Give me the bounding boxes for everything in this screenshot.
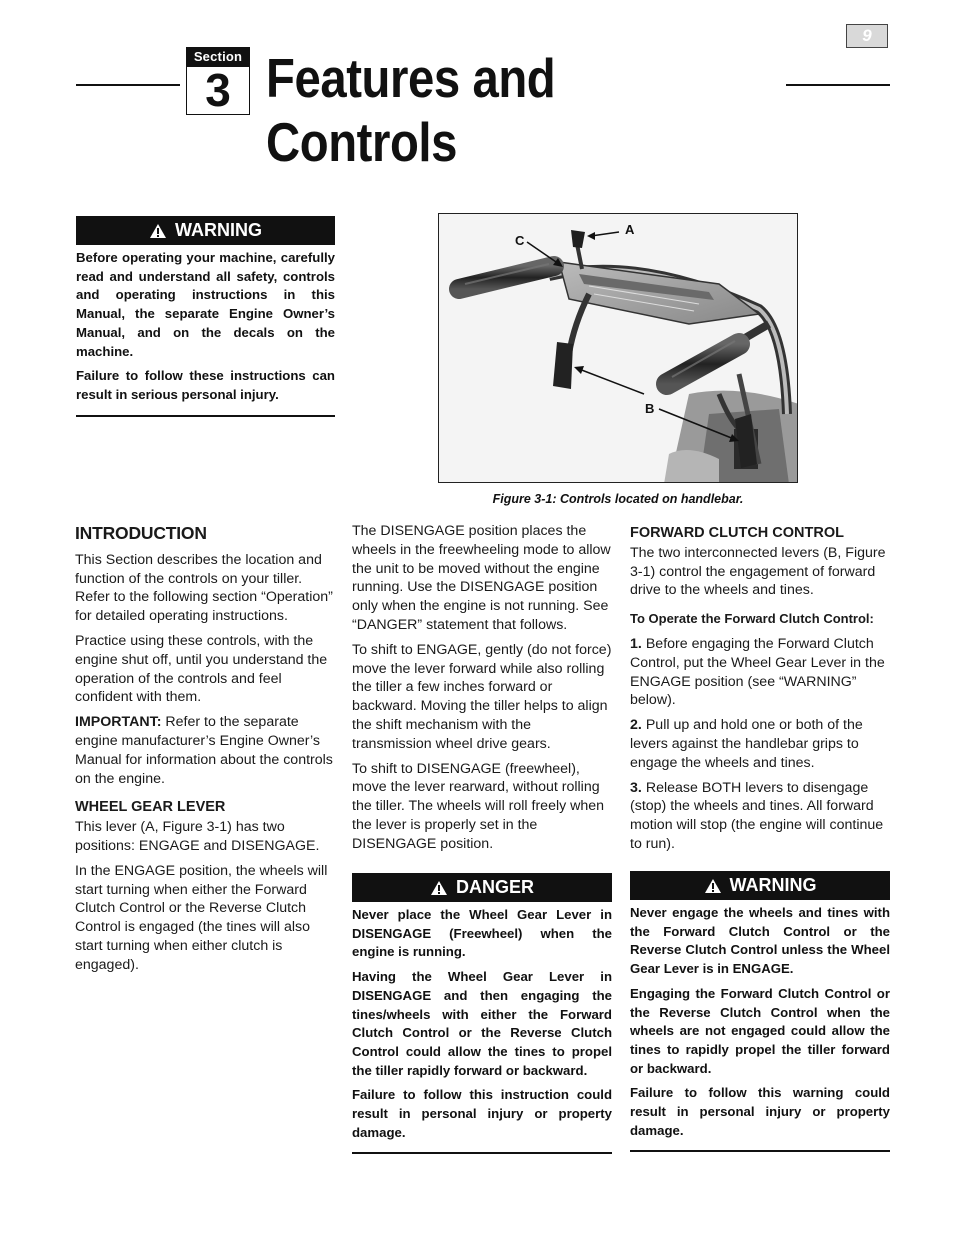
danger-bottom-rule (352, 1152, 612, 1154)
warning-bottom-rule (76, 415, 335, 417)
warning-triangle-icon (704, 878, 722, 894)
column-middle (352, 522, 612, 860)
intro-paragraph: This Section describes the location and function of the controls on your tiller. Refer to the following section “Operation” for detailed operating instructions. (75, 551, 333, 625)
important-text: Refer to the separate engine manufacturer’s Engine Owner’s Manual for information about the controls on the engine. (75, 714, 333, 787)
danger-paragraph: Never place the Wheel Gear Lever in DISENGAGE (Freewheel) when the engine is running. (352, 907, 612, 960)
step-text: Pull up and hold one or both of the levers against the handlebar grips to engage the wheels and tines. (630, 717, 863, 771)
figure-controls-handlebar (438, 213, 798, 483)
warning-callout-bottom (630, 871, 890, 1152)
warning-heading: WARNING (175, 220, 262, 240)
wheel-gear-paragraph: To shift to DISENGAGE (freewheel), move the lever rearward, without rolling the tiller. The wheels will roll freely when the lever is properly set in the DISENGAGE position. (352, 760, 605, 852)
danger-callout (352, 873, 612, 1154)
figure-label-b: B (645, 401, 655, 416)
introduction-heading: INTRODUCTION (75, 523, 207, 543)
important-label: IMPORTANT: (75, 714, 162, 731)
page-number: 9 (846, 24, 888, 48)
wheel-gear-paragraph: In the ENGAGE position, the wheels will start turning when either the Forward Clutch Control or the Reverse Clutch Control is engaged (the tines will also start turning when either clutch is engaged). (75, 862, 328, 973)
column-left (75, 524, 337, 981)
step-number: 3. (630, 779, 642, 796)
intro-paragraph: Practice using these controls, with the engine shut off, until you understand the operation of the controls and feel confident with them. (75, 632, 328, 706)
forward-clutch-subheading: To Operate the Forward Clutch Control: (630, 611, 874, 627)
section-number: 3 (205, 64, 231, 116)
warning-callout-top (76, 216, 335, 417)
warning-header (76, 216, 335, 245)
forward-clutch-heading: FORWARD CLUTCH CONTROL (630, 525, 844, 541)
header-rule-right (786, 84, 890, 86)
wheel-gear-heading: WHEEL GEAR LEVER (75, 799, 226, 816)
warning-paragraph: Engaging the Forward Clutch Control or the Reverse Clutch Control when the wheels are not engaged could allow the tines to rapidly propel the tiller forward or backward. (630, 985, 890, 1076)
danger-header (352, 873, 612, 902)
warning-triangle-icon (430, 880, 448, 896)
danger-paragraph: Failure to follow this instruction could result in personal injury or property damage. (352, 1087, 612, 1140)
important-note (75, 713, 337, 788)
warning-heading: WARNING (729, 875, 817, 895)
page-title: Features and Controls (266, 47, 556, 173)
forward-clutch-step (630, 716, 890, 772)
step-number: 1. (630, 635, 642, 652)
warning-paragraph: Never engage the wheels and tines with the Forward Clutch Control or the Reverse Clutch Control unless the Wheel Gear Lever is in ENGAGE. (630, 905, 890, 977)
forward-clutch-step (630, 779, 890, 854)
wheel-gear-paragraph: To shift to ENGAGE, gently (do not force) move the lever forward while also rolling the tiller a few inches forward or backward. Moving the tiller helps to align the shift mechanism with the transmission wheel drive gears. (352, 641, 612, 752)
danger-heading: DANGER (455, 877, 534, 897)
warning-header (630, 871, 890, 900)
warning-triangle-icon (149, 223, 167, 239)
wheel-gear-paragraph: The DISENGAGE position places the wheels in the freewheeling mode to allow the unit to be moved without the engine running. Use the DISENGAGE position only when the engine is not running. See “DANGER” statement that follows. (352, 523, 611, 633)
step-text: Before engaging the Forward Clutch Control, put the Wheel Gear Lever in the ENGAGE position (see “WARNING” below). (630, 635, 885, 709)
figure-label-a: A (625, 222, 635, 237)
header-rule-left (76, 84, 180, 86)
step-number: 2. (630, 717, 642, 734)
danger-paragraph: Having the Wheel Gear Lever in DISENGAGE and then engaging the tines/wheels with either the Forward Clutch Control or the Reverse Clutch Control could allow the tines to propel the tiller rapidly forward or backward. (352, 969, 612, 1078)
figure-label-c: C (515, 233, 525, 248)
forward-clutch-intro: The two interconnected levers (B, Figure 3-1) control the engagement of forward drive to the wheels and tines. (630, 544, 886, 599)
column-right (630, 522, 890, 860)
step-text: Release BOTH levers to disengage (stop) the wheels and tines. All forward motion will stop (the engine will continue to run). (630, 779, 884, 852)
warning-paragraph: Failure to follow this warning could result in personal injury or property damage. (630, 1085, 890, 1138)
wheel-gear-paragraph: This lever (A, Figure 3-1) has two positions: ENGAGE and DISENGAGE. (75, 819, 320, 854)
section-label: Section (186, 47, 250, 67)
warning-bottom-rule (630, 1150, 890, 1152)
tiller-handlebar-illustration (439, 214, 798, 483)
forward-clutch-step (630, 635, 890, 710)
figure-caption: Figure 3-1: Controls located on handlebar. (492, 492, 744, 506)
warning-paragraph: Failure to follow these instructions can result in serious personal injury. (76, 368, 335, 402)
warning-paragraph: Before operating your machine, carefully read and understand all safety, controls and operating instructions in this Manual, the separate Engine Owner’s Manual, and on the decals on the machine. (76, 250, 335, 359)
